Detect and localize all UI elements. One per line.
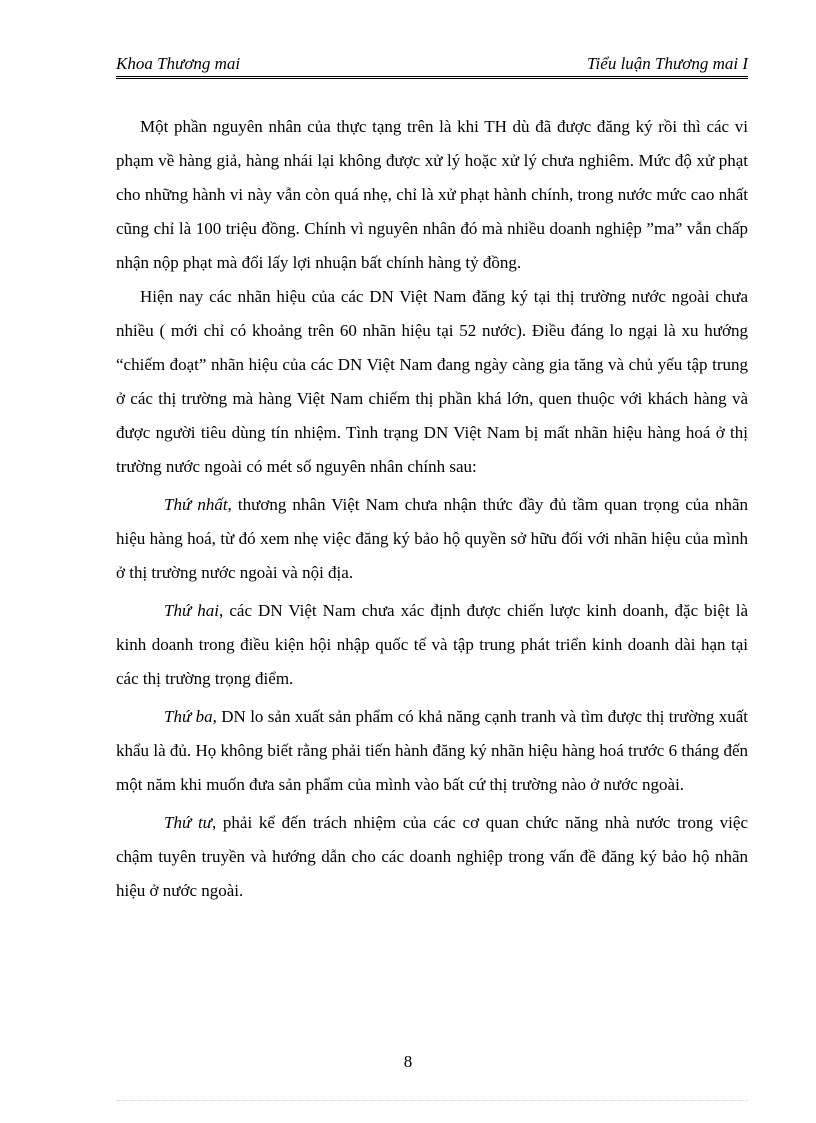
page-number: 8 xyxy=(403,1052,413,1071)
paragraph xyxy=(116,280,748,484)
paragraph-text: , thương nhân Việt Nam chưa nhận thức đầy đủ tầm quan trọng của nhãn hiệu hàng hoá, từ đó xem nhẹ việc đăng ký bảo hộ quyền sở hữu đối với nhãn hiệu của mình ở thị trường nước ngoài và nội địa. xyxy=(116,495,748,582)
body-text xyxy=(116,110,748,908)
paragraph-reason-1 xyxy=(116,488,748,590)
paragraph-reason-4 xyxy=(116,806,748,908)
paragraph xyxy=(116,110,748,280)
paragraph-reason-3 xyxy=(116,700,748,802)
paragraph-text: , các DN Việt Nam chưa xác định được chiến lược kinh doanh, đặc biệt là kinh doanh trong điều kiện hội nhập quốc tế và tập trung phát triển kinh doanh dài hạn tại các thị trường trọng điểm. xyxy=(116,601,749,688)
paragraph-text: , phải kể đến trách nhiệm của các cơ quan chức năng nhà nước trong việc chậm tuyên truyền và hướng dẫn cho các doanh nghiệp trong vấn đề đăng ký bảo hộ nhãn hiệu ở nước ngoài. xyxy=(116,813,748,900)
paragraph-lead: Thứ tư xyxy=(164,813,212,832)
header-faculty: Khoa Thương mai xyxy=(116,54,241,73)
paragraph-text: , DN lo sản xuất sản phẩm có khả năng cạnh tranh và tìm được thị trường xuất khẩu là đủ. Họ không biết rằng phải tiến hành đăng ký nhãn hiệu hàng hoá trước 6 tháng đến một năm khi muốn đưa sản phẩm của mình vào bất cứ thị trường nào ở nước ngoài. xyxy=(116,707,749,794)
paragraph-lead: Thứ nhất xyxy=(164,495,228,514)
paragraph-text: Một phần nguyên nhân của thực tạng trên là khi TH dù đã được đăng ký rồi thì các vi phạm về hàng giả, hàng nhái lại không được xử lý hoặc xử lý chưa nghiêm. Mức độ xử phạt cho những hành vi này vẫn còn quá nhẹ, chỉ là xử phạt hành chính, trong nước mức cao nhất cũng chỉ là 100 triệu đồng. Chính vì nguyên nhân đó mà nhiều doanh nghiệp ”ma” vẫn chấp nhận nộp phạt mà đổi lấy lợi nhuận bất chính hàng tỷ đồng. xyxy=(116,117,748,272)
paragraph-lead: Thứ hai xyxy=(164,601,220,620)
page-header xyxy=(116,54,748,79)
paragraph-lead: Thứ ba xyxy=(164,707,213,726)
paragraph-text: Hiện nay các nhãn hiệu của các DN Việt Nam đăng ký tại thị trường nước ngoài chưa nhiều ( mới chỉ có khoảng trên 60 nhãn hiệu tại 52 nước). Điều đáng lo ngại là xu hướng “chiếm đoạt” nhãn hiệu của các DN Việt Nam đang ngày càng gia tăng và chủ yếu tập trung ở các thị trường mà hàng Việt Nam chiếm thị phần khá lớn, quen thuộc với khách hàng và được người tiêu dùng tín nhiệm. Tình trạng DN Việt Nam bị mất nhãn hiệu hàng hoá ở thị trường nước ngoài có mét số nguyên nhân chính sau: xyxy=(116,287,748,476)
bottom-divider xyxy=(116,1100,748,1101)
paragraph-reason-2 xyxy=(116,594,748,696)
header-document-title: Tiểu luận Thương mai I xyxy=(587,54,748,73)
